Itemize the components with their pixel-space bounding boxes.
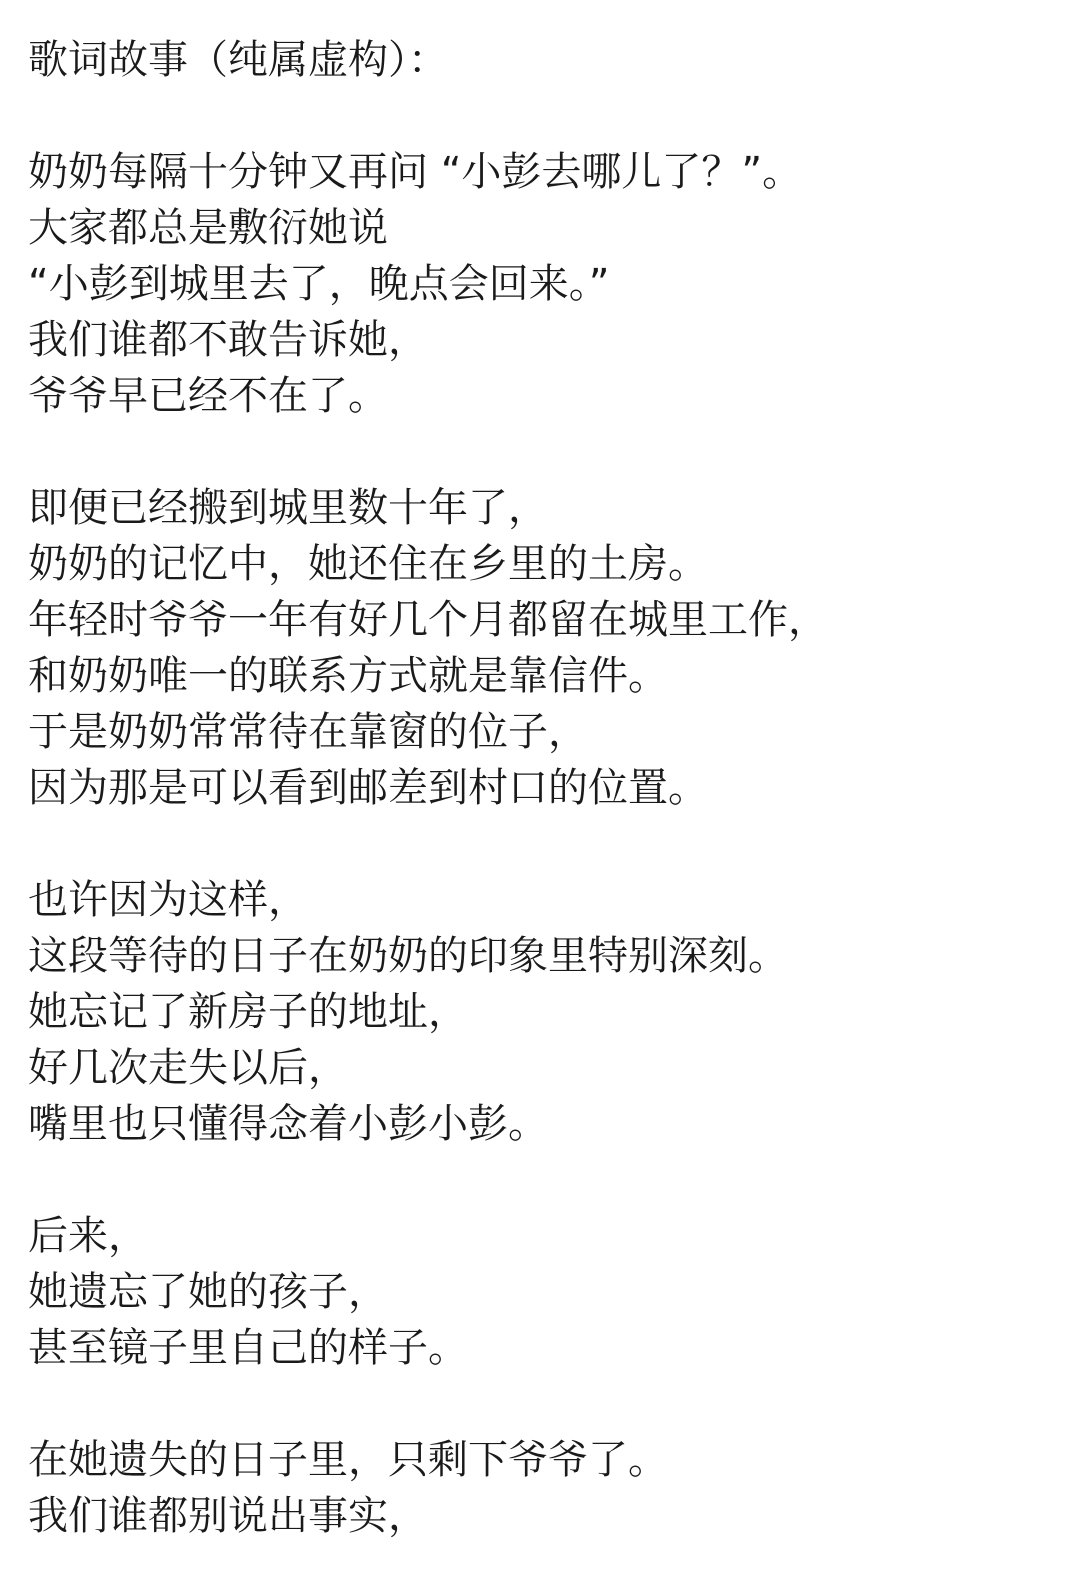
paragraph-4 [28, 1208, 1068, 1376]
text-line: 奶奶每隔十分钟又再问 “小彭去哪儿了？”。 [28, 149, 803, 195]
paragraph-3 [28, 872, 1068, 1152]
text-line: 甚至镜子里自己的样子。 [28, 1325, 468, 1371]
text-line: 奶奶的记忆中，她还住在乡里的土房。 [28, 541, 708, 587]
lyrics-story-document [28, 32, 1068, 1544]
text-line: 好几次走失以后， [28, 1045, 348, 1091]
text-line: 爷爷早已经不在了。 [28, 373, 388, 419]
paragraph-1 [28, 144, 1068, 424]
paragraph-5 [28, 1432, 1068, 1544]
text-line: 大家都总是敷衍她说 [28, 205, 388, 251]
text-line: 也许因为这样， [28, 877, 308, 923]
text-line: 她忘记了新房子的地址， [28, 989, 468, 1035]
text-line: 和奶奶唯一的联系方式就是靠信件。 [28, 653, 668, 699]
text-line: 在她遗失的日子里，只剩下爷爷了。 [28, 1437, 668, 1483]
paragraph-2 [28, 480, 1068, 816]
text-line: 即便已经搬到城里数十年了， [28, 485, 548, 531]
text-line: 她遗忘了她的孩子， [28, 1269, 388, 1315]
text-line: 我们谁都不敢告诉她， [28, 317, 428, 363]
text-line: 于是奶奶常常待在靠窗的位子， [28, 709, 588, 755]
text-line: 因为那是可以看到邮差到村口的位置。 [28, 765, 708, 811]
text-line: 嘴里也只懂得念着小彭小彭。 [28, 1101, 548, 1147]
text-line: “小彭到城里去了，晚点会回来。” [28, 261, 610, 307]
text-line: 这段等待的日子在奶奶的印象里特别深刻。 [28, 933, 788, 979]
text-line: 年轻时爷爷一年有好几个月都留在城里工作， [28, 597, 828, 643]
text-line: 后来， [28, 1213, 148, 1259]
text-line: 我们谁都别说出事实， [28, 1493, 428, 1539]
document-title: 歌词故事（纯属虚构）： [28, 37, 448, 83]
